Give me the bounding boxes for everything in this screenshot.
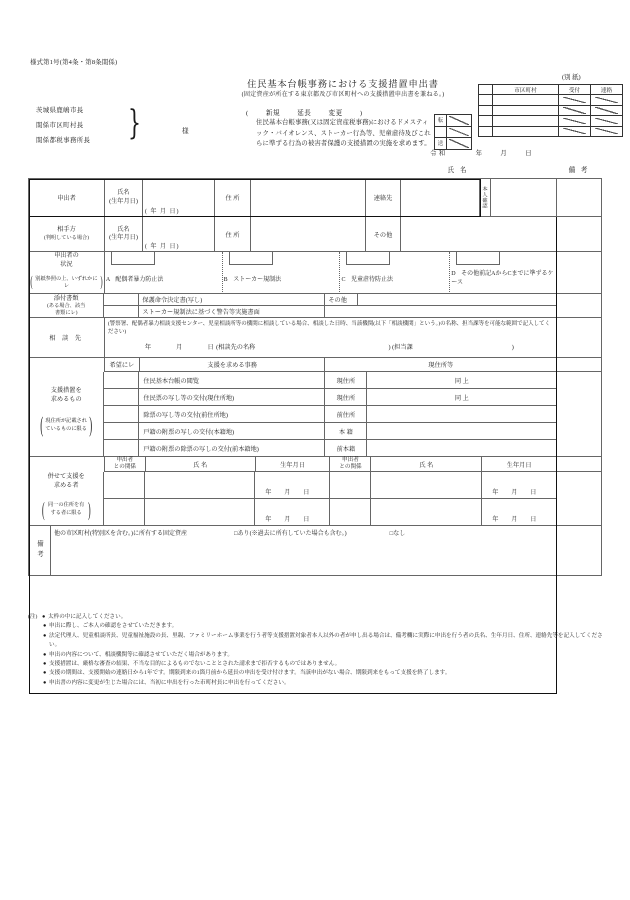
joint-y: 年 xyxy=(492,517,499,523)
receipt-cell-index[interactable] xyxy=(479,116,493,126)
footnote-text-6: 申出書の内容に変更が生じた場合には、当初に申出を行った市町村長に申出を行ってください。 xyxy=(49,679,290,686)
joint-label-spacer xyxy=(29,457,105,472)
joint-col-rel1-line2: との関係 xyxy=(113,464,137,470)
situation-key-b: B xyxy=(223,277,228,283)
addressee-1: 関係市区町村長 xyxy=(36,122,84,129)
date-day-label: 日 xyxy=(525,150,532,157)
receipt-cell-muni[interactable] xyxy=(493,95,559,105)
joint-header-row xyxy=(29,457,602,472)
receipt-head-muni: 市区町村 xyxy=(493,85,559,95)
documents-label-line3: 書類にレ) xyxy=(54,309,78,316)
date-line xyxy=(430,148,532,157)
applicant-label: 申出者 xyxy=(29,179,105,217)
support-body-row xyxy=(29,372,602,457)
support-service-3: 戸籍の附票の写しの交付(本籍地) xyxy=(139,423,325,440)
support-col-service: 支援を求める事務 xyxy=(140,358,326,372)
footnote-bullet: ● xyxy=(43,632,47,639)
footnote-item xyxy=(28,613,608,622)
counterpart-sublabel-text: (判明している場合) xyxy=(44,234,89,241)
applicant-contact-input[interactable] xyxy=(401,179,480,217)
documents-label xyxy=(29,294,104,318)
support-addrtype-2: 前住所 xyxy=(325,406,367,423)
receipt-row[interactable] xyxy=(479,127,623,137)
footnote-text-4: 支援措置は、厳格な審査の結果、不当な目的によるものでないこととされた請求まで拒否するものではありません。 xyxy=(49,661,341,668)
joint-m: 月 xyxy=(284,517,291,523)
situation-key-a: A xyxy=(105,277,110,283)
send-label: 送 xyxy=(435,138,447,149)
situation-key-d: D xyxy=(451,271,456,277)
footnote-text-0: 太枠の中に記入してください。 xyxy=(48,614,127,620)
support-col-check: 希望にレ xyxy=(105,358,140,372)
documents-check-1[interactable] xyxy=(104,294,139,306)
counterpart-other-input[interactable] xyxy=(401,217,557,252)
applicant-contact-label: 連絡先 xyxy=(366,179,401,217)
support-col-address: 現住所等 xyxy=(325,358,557,372)
applicant-row xyxy=(29,179,602,217)
receipt-cell-receipt[interactable] xyxy=(559,116,591,126)
situation-text-c: 児童虐待防止法 xyxy=(350,277,393,283)
documents-other-input[interactable] xyxy=(358,294,557,306)
support-check-3[interactable] xyxy=(104,423,139,440)
joint-d: 日 xyxy=(303,490,310,496)
applicant-name-text: 氏名 xyxy=(117,189,130,197)
counterpart-birth-placeholder: ( 年 月 日) xyxy=(145,244,180,250)
joint-m: 月 xyxy=(511,517,518,523)
situation-checkbox-d[interactable] xyxy=(456,252,500,265)
applicant-remarks-cell[interactable] xyxy=(557,179,602,217)
transfer-label: 転 xyxy=(435,115,447,126)
joint-d: 日 xyxy=(303,517,310,523)
receipt-header-row xyxy=(479,85,623,95)
brace-decoration: } xyxy=(128,103,141,143)
footnote-bullet: ● xyxy=(42,614,46,620)
asset-question: 他の市区町村(特別区を含む。)に所有する固定資産 xyxy=(53,531,187,537)
counterpart-birth-text: (生年月日) xyxy=(109,234,138,241)
joint-d: 日 xyxy=(530,517,537,523)
footnote-bullet: ● xyxy=(43,661,47,668)
identity-check-text: 本人確認 xyxy=(481,186,488,209)
page-title-text: 住民基本台帳事務における支援措置申出書 xyxy=(247,79,439,89)
documents-other-input-2[interactable] xyxy=(325,306,557,318)
receipt-head-receipt: 受付 xyxy=(559,85,591,95)
asset-option-no[interactable]: □なし xyxy=(389,531,406,537)
support-row[interactable] xyxy=(104,372,557,389)
addressee-2: 関係都税事務所長 xyxy=(36,137,91,144)
applicant-address-label: 住 所 xyxy=(215,179,251,217)
consultation-day: 日 xyxy=(207,344,214,351)
footnote-text-5: 支援の期間は、支援開始の連絡日から1年です。期限到来の1箇月前から延長の申出を受け付けます。当該申出がない場合、期限到来をもって支援を終了します。 xyxy=(49,670,451,677)
joint-col-birth-1: 生年月日 xyxy=(256,457,331,472)
situation-text-d: その他前記AからCまでに準ずるケース xyxy=(451,271,554,286)
receipt-cell-receipt[interactable] xyxy=(559,106,591,116)
receipt-row[interactable] xyxy=(479,106,623,116)
receipt-cell-index[interactable] xyxy=(479,95,493,105)
footnote-bullet: ● xyxy=(43,651,47,658)
applicant-address-input[interactable] xyxy=(251,179,366,217)
honorific-label: 様 xyxy=(182,128,189,135)
joint-row[interactable] xyxy=(104,499,557,526)
receipt-cell-muni[interactable] xyxy=(493,106,559,116)
receipt-head-blank xyxy=(479,85,493,95)
documents-label-line2: (ある場合、該当 xyxy=(47,302,86,309)
applicant-birth-text: (生年月日) xyxy=(109,197,138,205)
applicant-name-label xyxy=(105,179,143,217)
support-row[interactable] xyxy=(104,389,557,406)
joint-label: 併せて支援を 求める者 ( 同一の住所を有する者に限る ) xyxy=(29,472,104,526)
documents-item-2: ストーカー規制法に基づく警告等実施書面 xyxy=(139,306,325,318)
receipt-cell-receipt[interactable] xyxy=(559,95,591,105)
joint-y: 年 xyxy=(265,490,272,496)
consultation-year: 年 xyxy=(144,344,152,351)
joint-col-name-2: 氏 名 xyxy=(371,457,482,472)
documents-row xyxy=(29,294,602,318)
joint-name-1-1[interactable] xyxy=(145,499,255,526)
joint-y: 年 xyxy=(265,517,272,523)
documents-check-2[interactable] xyxy=(104,306,139,318)
joint-remarks-cell[interactable] xyxy=(557,472,602,526)
joint-name-2-1[interactable] xyxy=(371,499,482,526)
joint-label-line1: 併せて支援を xyxy=(47,473,85,481)
support-addrvalue-3[interactable] xyxy=(367,423,557,440)
joint-relation-1-0[interactable] xyxy=(104,472,145,499)
joint-header-remarks xyxy=(557,457,602,472)
support-addrtype-3: 本 籍 xyxy=(325,423,367,440)
footnote-item xyxy=(43,622,608,631)
support-service-2: 除票の写し等の交付(前住所地) xyxy=(139,406,325,423)
joint-row[interactable] xyxy=(104,472,557,499)
situation-key-c: C xyxy=(341,277,346,283)
remarks-body[interactable] xyxy=(51,526,602,576)
joint-relation-2-0[interactable] xyxy=(330,472,371,499)
receipt-head-contact: 連絡 xyxy=(591,85,623,95)
support-label: 支援措置を 求めるもの ( 現住所が記載されているものに限る ) xyxy=(29,372,104,457)
joint-body-row xyxy=(29,472,602,526)
consultation-month: 月 xyxy=(176,344,183,351)
addressee-list xyxy=(36,103,90,148)
joint-m: 月 xyxy=(284,490,291,496)
counterpart-label-text: 相手方 xyxy=(57,226,76,234)
support-service-1: 住民票の写し等の交付(現住所地) xyxy=(139,389,325,406)
situation-text-a: 配偶者暴力防止法 xyxy=(115,277,164,283)
transfer-slash-2 xyxy=(447,127,471,138)
receipt-cell-muni[interactable] xyxy=(493,127,559,137)
joint-note: 同一の住所を有する者に限る xyxy=(48,502,85,516)
joint-col-rel2-line2: との関係 xyxy=(339,464,362,470)
transfer-slash-1 xyxy=(447,115,471,126)
transfer-send-table xyxy=(434,114,472,150)
situation-label-line2: 状況 xyxy=(60,260,73,268)
applicant-name-input[interactable] xyxy=(143,179,215,217)
addressee-0: 茨城県鹿嶋市長 xyxy=(36,107,84,114)
support-service-0: 住民基本台帳の閲覧 xyxy=(139,372,325,389)
receipt-cell-contact[interactable] xyxy=(591,106,623,116)
counterpart-other-label: その他 xyxy=(366,217,401,252)
consultation-remarks-cell[interactable] xyxy=(557,318,602,358)
support-addrvalue-1[interactable]: 同 上 xyxy=(367,389,557,406)
footnote-bullet: ● xyxy=(43,623,47,630)
footnote-prefix: (注) xyxy=(28,614,38,620)
support-header-remarks xyxy=(557,358,602,372)
support-label-spacer xyxy=(29,358,105,372)
consultation-org-label: (相談先の名称 xyxy=(216,344,256,351)
receipt-cell-contact[interactable] xyxy=(591,116,623,126)
joint-relation-2-1[interactable] xyxy=(330,499,371,526)
support-header-row xyxy=(29,358,602,372)
support-row[interactable] xyxy=(104,423,557,440)
joint-label-line2: 求める者 xyxy=(53,482,79,489)
counterpart-address-input[interactable] xyxy=(251,217,366,252)
joint-col-rel2-line1: 申出者 xyxy=(342,457,359,464)
joint-col-rel1-line1: 申出者 xyxy=(116,457,134,464)
footnote-item xyxy=(43,651,608,660)
transfer-row-2 xyxy=(435,127,471,139)
joint-col-birth-2: 生年月日 xyxy=(482,457,557,472)
counterpart-address-label: 住 所 xyxy=(215,217,251,252)
support-row[interactable] xyxy=(104,406,557,423)
receipt-row[interactable] xyxy=(479,95,623,105)
joint-m: 月 xyxy=(511,490,518,496)
declaration-text: 住民基本台帳事務(又は固定資産税事務)におけるドメスティック・バイオレンス、ストーカー行為等、児童虐待及びこれらに準ずる行為の被害者保護の支援措置の実施を求めます。 xyxy=(256,119,431,148)
counterpart-name-text: 氏名 xyxy=(117,225,130,233)
consultation-body[interactable] xyxy=(105,318,557,358)
support-check-0[interactable] xyxy=(104,372,139,389)
footnote-text-2: 法定代理人、児童相談所長、児童福祉施設の長、里親、ファミリーホーム事業を行う者等支援措置対象者本人以外の者が申し出る場合は、備考欄に実際に申出を行う者の氏名、生年月日、住所、連絡先等を記入してください。 xyxy=(49,632,603,649)
remarks-row xyxy=(29,526,602,576)
situation-note: 別紙参照の上、いずれかにレ xyxy=(35,275,98,289)
consultation-org-close: ) xyxy=(388,344,391,351)
footnote-item xyxy=(43,632,608,651)
documents-item-1: 保護命令決定書(写し) xyxy=(139,294,325,306)
support-addrvalue-0[interactable]: 同 上 xyxy=(367,372,557,389)
situation-label-line1: 申出者の xyxy=(54,251,79,259)
remarks-label-text: 備考 xyxy=(35,540,43,561)
consultation-dept-label: (担当課 xyxy=(392,344,413,351)
counterpart-name-input[interactable] xyxy=(143,217,215,252)
situation-checkbox-c[interactable] xyxy=(346,252,390,265)
consultation-label xyxy=(29,318,105,358)
footnote-item xyxy=(43,660,608,669)
paren-close: ) xyxy=(359,110,363,117)
support-addrtype-1: 現住所 xyxy=(325,389,367,406)
column-header-remarks: 備 考 xyxy=(568,167,590,174)
footnote-text-3: 申出の内容について、相談機関等に確認させていただく場合があります。 xyxy=(49,651,233,658)
page-subtitle-text: (固定資産が所在する東京都及び市区町村への支援措置申出書を兼ねる。) xyxy=(241,92,445,98)
joint-name-2-0[interactable] xyxy=(371,472,482,499)
support-label-line1: 支援措置を xyxy=(50,386,82,394)
column-header-name: 氏 名 xyxy=(447,167,469,174)
support-addrvalue-2[interactable] xyxy=(367,406,557,423)
receipt-cell-receipt[interactable] xyxy=(559,127,591,137)
joint-relation-1-1[interactable] xyxy=(104,499,145,526)
support-addrtype-4: 前本籍 xyxy=(325,440,367,457)
footnote-bullet: ● xyxy=(43,679,47,686)
footnotes xyxy=(28,613,608,688)
type-new[interactable]: 新規 xyxy=(265,110,281,117)
identity-check-input[interactable] xyxy=(491,179,557,217)
attachment-label: (別 紙) xyxy=(562,74,581,81)
consultation-label-text: 相 談 先 xyxy=(49,335,84,342)
support-row[interactable] xyxy=(104,440,557,457)
applicant-birth-placeholder: ( 年 月 日) xyxy=(145,209,180,215)
support-remarks-cell[interactable] xyxy=(557,372,602,457)
situation-option-a[interactable] xyxy=(105,252,223,294)
joint-col-name-1: 氏 名 xyxy=(146,457,256,472)
situation-remarks-cell[interactable] xyxy=(557,252,602,294)
receipt-cell-muni[interactable] xyxy=(493,116,559,126)
main-form-table xyxy=(28,178,602,576)
era-label: 令 和 xyxy=(430,150,446,157)
footnote-item xyxy=(43,679,608,688)
situation-option-b[interactable] xyxy=(223,252,341,294)
support-note: 現住所が記載されているものに限る xyxy=(45,418,87,432)
documents-other-label: その他 xyxy=(325,294,358,306)
receipt-cell-index[interactable] xyxy=(479,106,493,116)
counterpart-name-label xyxy=(105,217,143,252)
type-change[interactable]: 変更 xyxy=(328,110,343,117)
joint-birth-1-0[interactable] xyxy=(255,472,330,499)
receipt-row[interactable] xyxy=(479,116,623,126)
support-addrtype-0: 現住所 xyxy=(325,372,367,389)
paren-open: ( xyxy=(246,110,249,117)
date-month-label: 月 xyxy=(500,150,508,157)
support-service-4: 戸籍の附票の除票の写しの交付(前本籍地) xyxy=(139,440,325,457)
joint-col-relation-1 xyxy=(105,457,146,472)
documents-remarks-cell[interactable] xyxy=(557,294,602,318)
joint-d: 日 xyxy=(530,490,537,496)
type-extend[interactable]: 延長 xyxy=(297,110,312,117)
joint-col-relation-2 xyxy=(330,457,371,472)
support-addrvalue-4[interactable] xyxy=(367,440,557,457)
joint-birth-2-0[interactable] xyxy=(482,472,557,499)
receipt-cell-index[interactable] xyxy=(479,127,493,137)
situation-checkbox-a[interactable] xyxy=(111,252,155,265)
joint-name-1-0[interactable] xyxy=(145,472,255,499)
application-type-row xyxy=(246,107,378,117)
support-check-1[interactable] xyxy=(104,389,139,406)
form-number: 様式第1号(第4条・第8条関係) xyxy=(30,59,118,66)
situation-label: 申出者の 状況 ( 別紙参照の上、いずれかにレ ) xyxy=(29,252,105,294)
support-check-2[interactable] xyxy=(104,406,139,423)
remarks-label xyxy=(29,526,51,576)
transfer-blank xyxy=(435,127,447,138)
consultation-dept-close: ) xyxy=(511,344,514,351)
transfer-row xyxy=(435,115,471,127)
receipt-table xyxy=(478,84,623,137)
identity-check-label xyxy=(480,179,491,217)
situation-text-b: ストーカー規制法 xyxy=(233,277,282,283)
situation-option-d[interactable] xyxy=(450,252,557,294)
documents-label-line1: 添付書類 xyxy=(53,294,79,302)
receipt-cell-contact[interactable] xyxy=(591,95,623,105)
joint-birth-1-1[interactable] xyxy=(255,499,330,526)
support-check-4[interactable] xyxy=(104,440,139,457)
counterpart-remarks-cell[interactable] xyxy=(557,217,602,252)
consultation-instruction: (警察署、配偶者暴力相談支援センター、児童相談所等の機関に相談している場合、相談した日時、当該機関(以下「相談機関」という。)の名称、担当課等を可能な範囲で記入してください) xyxy=(107,321,551,336)
receipt-cell-contact[interactable] xyxy=(591,127,623,137)
footnote-bullet: ● xyxy=(43,670,47,677)
situation-checkbox-b[interactable] xyxy=(229,252,273,265)
footnote-text-1: 申出に際し、ご本人の確認をさせていただきます。 xyxy=(49,623,178,630)
situation-option-c[interactable] xyxy=(340,252,450,294)
counterpart-label xyxy=(29,217,105,252)
footnote-item xyxy=(43,669,608,678)
consultation-row xyxy=(29,318,602,358)
date-year-label: 年 xyxy=(475,150,483,157)
joint-birth-2-1[interactable] xyxy=(482,499,557,526)
counterpart-row xyxy=(29,217,602,252)
situation-row xyxy=(29,252,602,294)
joint-y: 年 xyxy=(492,490,499,496)
asset-option-yes[interactable]: □あり(※過去に所有していた場合も含む。) xyxy=(233,531,347,537)
support-label-line2: 求めるもの xyxy=(50,395,82,403)
